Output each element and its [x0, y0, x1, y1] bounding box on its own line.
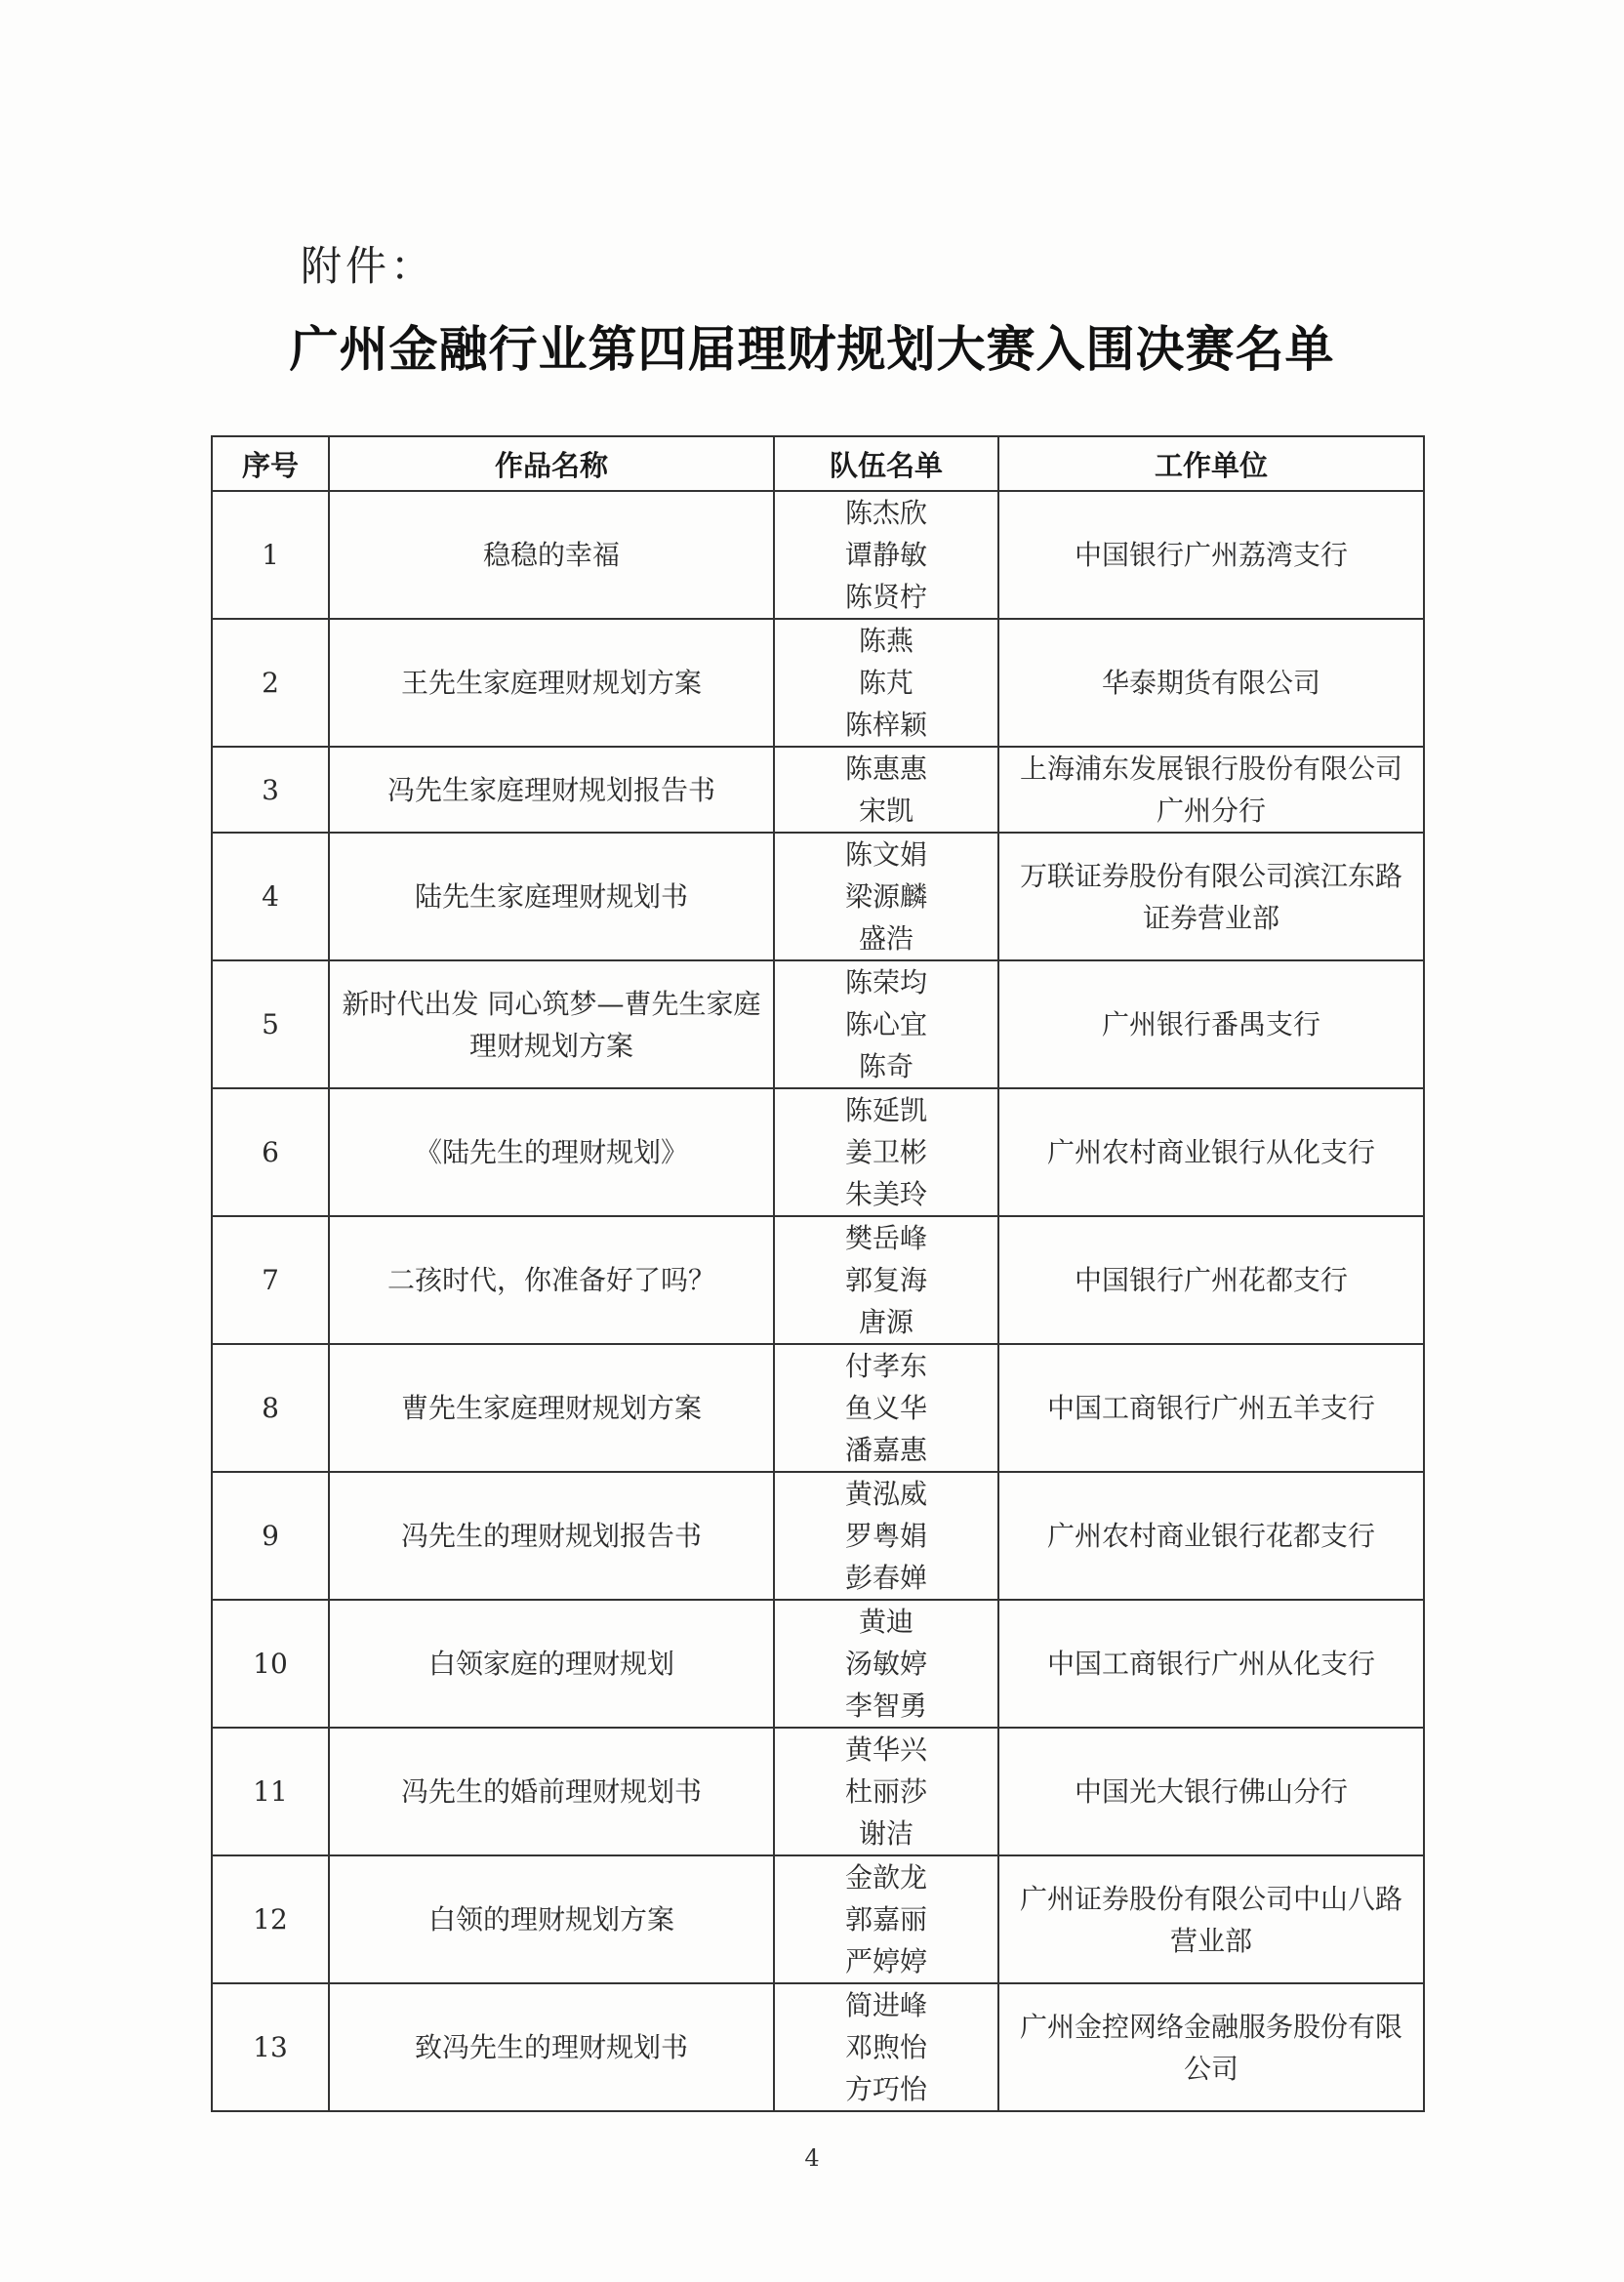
row-work-title: 陆先生家庭理财规划书 — [329, 833, 774, 960]
row-work-title: 《陆先生的理财规划》 — [329, 1088, 774, 1216]
row-team-members — [774, 747, 998, 833]
row-work-unit: 万联证券股份有限公司滨江东路证券营业部 — [998, 833, 1424, 960]
team-member: 陈心宜 — [844, 1008, 927, 1040]
row-team-members — [774, 1472, 998, 1600]
team-member: 陈芃 — [858, 667, 914, 699]
team-member: 朱美玲 — [844, 1178, 927, 1210]
attachment-label: 附件： — [301, 242, 436, 290]
row-work-unit: 中国银行广州花都支行 — [998, 1216, 1424, 1344]
row-serial-number: 13 — [212, 1983, 329, 2111]
row-work-unit: 广州金控网络金融服务股份有限公司 — [998, 1983, 1424, 2111]
row-work-unit: 上海浦东发展银行股份有限公司广州分行 — [998, 747, 1424, 833]
table-row — [212, 747, 1424, 833]
row-work-title: 稳稳的幸福 — [329, 491, 774, 619]
row-work-title: 致冯先生的理财规划书 — [329, 1983, 774, 2111]
row-work-title: 冯先生的理财规划报告书 — [329, 1472, 774, 1600]
team-member: 樊岳峰 — [844, 1222, 927, 1254]
team-member: 谢洁 — [858, 1817, 914, 1850]
row-work-unit: 华泰期货有限公司 — [998, 619, 1424, 747]
row-serial-number: 3 — [212, 747, 329, 833]
table-row — [212, 1983, 1424, 2111]
row-serial-number: 4 — [212, 833, 329, 960]
row-serial-number: 1 — [212, 491, 329, 619]
team-member: 陈荣均 — [844, 966, 927, 998]
table-header-row — [212, 436, 1424, 491]
row-work-unit: 中国光大银行佛山分行 — [998, 1728, 1424, 1855]
table-row — [212, 1728, 1424, 1855]
team-member: 李智勇 — [844, 1690, 927, 1722]
row-team-members — [774, 1216, 998, 1344]
team-member: 陈惠惠 — [844, 753, 927, 785]
team-member: 陈燕 — [858, 625, 914, 657]
row-serial-number: 9 — [212, 1472, 329, 1600]
row-work-unit: 中国银行广州荔湾支行 — [998, 491, 1424, 619]
team-member: 姜卫彬 — [844, 1136, 927, 1168]
row-team-members — [774, 833, 998, 960]
table-row — [212, 619, 1424, 747]
row-team-members — [774, 1983, 998, 2111]
team-member: 潘嘉惠 — [844, 1434, 927, 1466]
row-team-members — [774, 619, 998, 747]
team-member: 黄迪 — [858, 1606, 914, 1638]
team-member: 简进峰 — [844, 1989, 927, 2021]
team-member: 陈贤柠 — [844, 581, 927, 613]
table-row — [212, 1855, 1424, 1983]
team-member: 郭复海 — [844, 1264, 927, 1296]
row-work-title: 冯先生家庭理财规划报告书 — [329, 747, 774, 833]
table-row — [212, 960, 1424, 1088]
row-work-title: 白领家庭的理财规划 — [329, 1600, 774, 1728]
row-work-title: 二孩时代，你准备好了吗？ — [329, 1216, 774, 1344]
row-team-members — [774, 491, 998, 619]
team-member: 陈延凯 — [844, 1094, 927, 1126]
row-work-title: 王先生家庭理财规划方案 — [329, 619, 774, 747]
header-serial-number: 序号 — [212, 436, 329, 491]
row-work-unit: 广州银行番禺支行 — [998, 960, 1424, 1088]
team-member: 严婷婷 — [844, 1945, 927, 1977]
page-number: 4 — [804, 2144, 820, 2172]
team-member: 陈梓颖 — [844, 709, 927, 741]
team-member: 黄泓威 — [844, 1478, 927, 1510]
row-work-unit: 中国工商银行广州五羊支行 — [998, 1344, 1424, 1472]
team-member: 唐源 — [858, 1306, 914, 1338]
team-member: 杜丽莎 — [844, 1775, 927, 1808]
header-work-unit: 工作单位 — [998, 436, 1424, 491]
team-member: 盛浩 — [858, 922, 914, 955]
row-team-members — [774, 960, 998, 1088]
team-member: 金歆龙 — [844, 1861, 927, 1894]
table-row — [212, 1344, 1424, 1472]
row-serial-number: 12 — [212, 1855, 329, 1983]
row-work-unit: 广州证券股份有限公司中山八路营业部 — [998, 1855, 1424, 1983]
row-team-members — [774, 1855, 998, 1983]
team-member: 邓煦怡 — [844, 2031, 927, 2063]
team-member: 汤敏婷 — [844, 1648, 927, 1680]
row-team-members — [774, 1088, 998, 1216]
row-work-title: 曹先生家庭理财规划方案 — [329, 1344, 774, 1472]
team-member: 罗粤娟 — [844, 1520, 927, 1552]
row-work-title: 冯先生的婚前理财规划书 — [329, 1728, 774, 1855]
row-work-unit: 广州农村商业银行从化支行 — [998, 1088, 1424, 1216]
row-work-unit: 广州农村商业银行花都支行 — [998, 1472, 1424, 1600]
table-row — [212, 1472, 1424, 1600]
row-serial-number: 6 — [212, 1088, 329, 1216]
team-member: 郭嘉丽 — [844, 1903, 927, 1936]
team-member: 付孝东 — [844, 1350, 927, 1382]
document-title: 广州金融行业第四届理财规划大赛入围决赛名单 — [289, 321, 1335, 378]
team-member: 陈文娟 — [844, 838, 927, 871]
team-member: 彭春婵 — [844, 1562, 927, 1594]
header-work-title: 作品名称 — [329, 436, 774, 491]
row-team-members — [774, 1600, 998, 1728]
table-row — [212, 1088, 1424, 1216]
team-member: 方巧怡 — [844, 2073, 927, 2105]
row-serial-number: 8 — [212, 1344, 329, 1472]
row-team-members — [774, 1344, 998, 1472]
team-member: 陈奇 — [858, 1050, 914, 1082]
team-member: 鱼义华 — [844, 1392, 927, 1424]
team-member: 宋凯 — [858, 795, 914, 827]
row-serial-number: 11 — [212, 1728, 329, 1855]
table-row — [212, 491, 1424, 619]
header-team-members: 队伍名单 — [774, 436, 998, 491]
row-serial-number: 7 — [212, 1216, 329, 1344]
row-work-title: 新时代出发 同心筑梦—曹先生家庭理财规划方案 — [329, 960, 774, 1088]
row-team-members — [774, 1728, 998, 1855]
team-member: 梁源麟 — [844, 880, 927, 913]
row-serial-number: 2 — [212, 619, 329, 747]
team-member: 黄华兴 — [844, 1733, 927, 1766]
team-member: 谭静敏 — [844, 539, 927, 571]
table-row — [212, 833, 1424, 960]
row-serial-number: 10 — [212, 1600, 329, 1728]
team-member: 陈杰欣 — [844, 497, 927, 529]
table-row — [212, 1600, 1424, 1728]
finalist-table — [211, 435, 1425, 2112]
finalist-table-wrapper — [211, 435, 1423, 2112]
row-work-unit: 中国工商银行广州从化支行 — [998, 1600, 1424, 1728]
row-work-title: 白领的理财规划方案 — [329, 1855, 774, 1983]
row-serial-number: 5 — [212, 960, 329, 1088]
table-row — [212, 1216, 1424, 1344]
